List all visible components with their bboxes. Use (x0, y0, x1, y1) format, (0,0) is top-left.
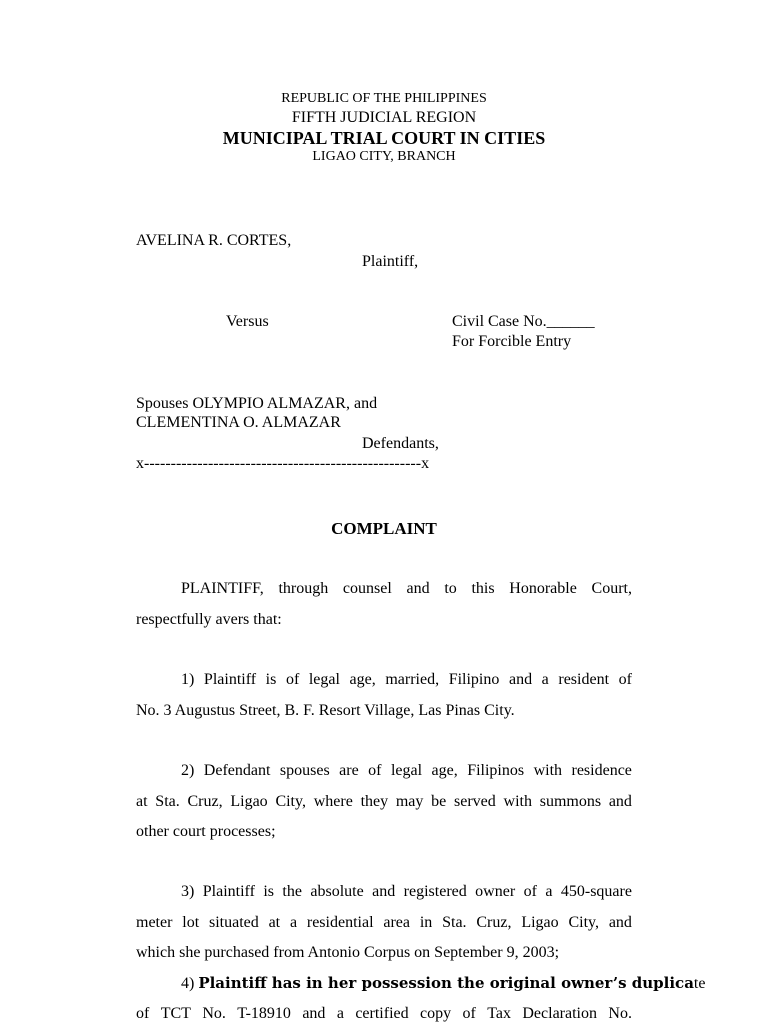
word: be (431, 792, 447, 810)
word: PLAINTIFF, (181, 580, 264, 597)
versus-label: Versus (226, 313, 269, 330)
word: legal (390, 762, 423, 779)
document-title: COMPLAINT (331, 519, 437, 538)
word: Ligao (230, 792, 268, 810)
p1-line-1 (136, 665, 632, 696)
paragraph-4 (136, 968, 706, 1024)
word: is (265, 671, 277, 688)
word: and (508, 671, 533, 688)
word: and (406, 580, 430, 597)
word: registered (403, 883, 467, 900)
word: Plaintiff (203, 671, 257, 688)
word: Filipinos (467, 762, 525, 779)
intro-line-1 (136, 574, 632, 605)
word: 3) (181, 883, 195, 900)
word: lot (182, 913, 200, 931)
word: with (533, 762, 563, 779)
word: residence (571, 762, 632, 779)
word: Defendant (203, 762, 271, 779)
word: Filipino (448, 671, 500, 688)
paragraph-3 (136, 877, 632, 969)
word: with (503, 792, 532, 810)
word: Plaintiff (202, 883, 255, 900)
word: copy (420, 1004, 452, 1022)
case-number: Civil Case No.______ (452, 313, 595, 330)
word: at (136, 792, 148, 810)
word: of (618, 671, 632, 688)
p3-line-1 (136, 877, 632, 908)
word: counsel (342, 580, 392, 597)
word: T-18910 (237, 1004, 291, 1022)
word: and (372, 883, 396, 900)
intro-line-2: respectfully avers that: (136, 610, 282, 628)
p4-prefix: 4) (181, 975, 199, 992)
word: No. (608, 1004, 632, 1022)
paragraph-2 (136, 756, 632, 848)
p4-line-2 (136, 999, 632, 1024)
word: situated (208, 913, 259, 931)
word: No. (202, 1004, 226, 1022)
word: area (383, 913, 410, 931)
word: a (289, 913, 298, 931)
word: summons (539, 792, 602, 810)
word: City, (568, 913, 599, 931)
word: resident (558, 671, 610, 688)
word: spouses (279, 762, 330, 779)
word: is (263, 883, 274, 900)
p3-line-2 (136, 908, 632, 939)
word: this (471, 580, 495, 597)
header-republic: REPUBLIC OF THE PHILIPPINES (281, 91, 487, 106)
p4-line-1 (136, 968, 706, 999)
word: and (608, 913, 632, 931)
p3-line-3: which she purchased from Antonio Corpus on September 9, 2003; (136, 944, 560, 961)
word: absolute (310, 883, 364, 900)
case-type: For Forcible Entry (452, 333, 572, 350)
word: may (395, 792, 424, 810)
word: legal (308, 671, 340, 688)
p4-bold-text: Plaintiff has in her possession the original owner’s duplica (198, 974, 694, 992)
paragraph-intro (136, 574, 632, 635)
word: Court, (591, 580, 632, 597)
word: of (462, 1004, 476, 1022)
word: of (285, 671, 300, 688)
word: a (545, 883, 553, 900)
word: 450-square (560, 883, 632, 900)
word: Sta. (155, 792, 180, 810)
word: of (368, 762, 382, 779)
word: served (454, 792, 496, 810)
defendant-line1: Spouses OLYMPIO ALMAZAR, and (136, 395, 378, 412)
header-court: MUNICIPAL TRIAL COURT IN CITIES (222, 128, 546, 148)
word: married, (385, 671, 440, 688)
word: they (360, 792, 389, 810)
word: age, (431, 762, 458, 779)
header-region: FIFTH JUDICIAL REGION (291, 109, 477, 126)
word: residential (306, 913, 374, 931)
p2-line-3: other court processes; (136, 823, 276, 840)
word: City, (275, 792, 306, 810)
word: where (313, 792, 353, 810)
word: Sta. (442, 913, 467, 931)
word: certified (355, 1004, 409, 1022)
word: 1) (181, 671, 195, 688)
word: of (136, 1004, 150, 1022)
word: Honorable (509, 580, 577, 597)
word: 2) (181, 762, 195, 779)
word: are (339, 762, 359, 779)
p1-line-2: No. 3 Augustus Street, B. F. Resort Village, Las Pinas City. (136, 701, 515, 719)
defendant-role: Defendants, (362, 435, 439, 452)
word: Cruz, (187, 792, 223, 810)
word: and (608, 792, 632, 810)
plaintiff-role: Plaintiff, (362, 253, 419, 270)
caption-separator: x----------------------------------------------------x (136, 456, 430, 472)
word: to (444, 580, 457, 597)
word: a (336, 1004, 344, 1022)
word: at (268, 913, 281, 931)
word: Tax (487, 1004, 511, 1022)
word: a (541, 671, 549, 688)
word: TCT (160, 1004, 191, 1022)
word: of (523, 883, 537, 900)
word: Declaration (522, 1004, 597, 1022)
word: in (419, 913, 433, 931)
word: and (302, 1004, 326, 1022)
defendant-line2: CLEMENTINA O. ALMAZAR (136, 414, 341, 431)
word: through (278, 580, 329, 597)
header-branch: LIGAO CITY, BRANCH (312, 149, 456, 164)
word: the (282, 883, 302, 900)
p4-suffix: te (693, 975, 706, 992)
plaintiff-name: AVELINA R. CORTES, (136, 232, 292, 249)
word: Cruz, (476, 913, 512, 931)
p2-line-1 (136, 756, 632, 787)
word: owner (475, 883, 516, 900)
p2-line-2 (136, 787, 632, 818)
paragraph-1 (136, 665, 632, 726)
word: Ligao (521, 913, 559, 931)
word: age, (349, 671, 376, 688)
word: meter (136, 913, 173, 931)
